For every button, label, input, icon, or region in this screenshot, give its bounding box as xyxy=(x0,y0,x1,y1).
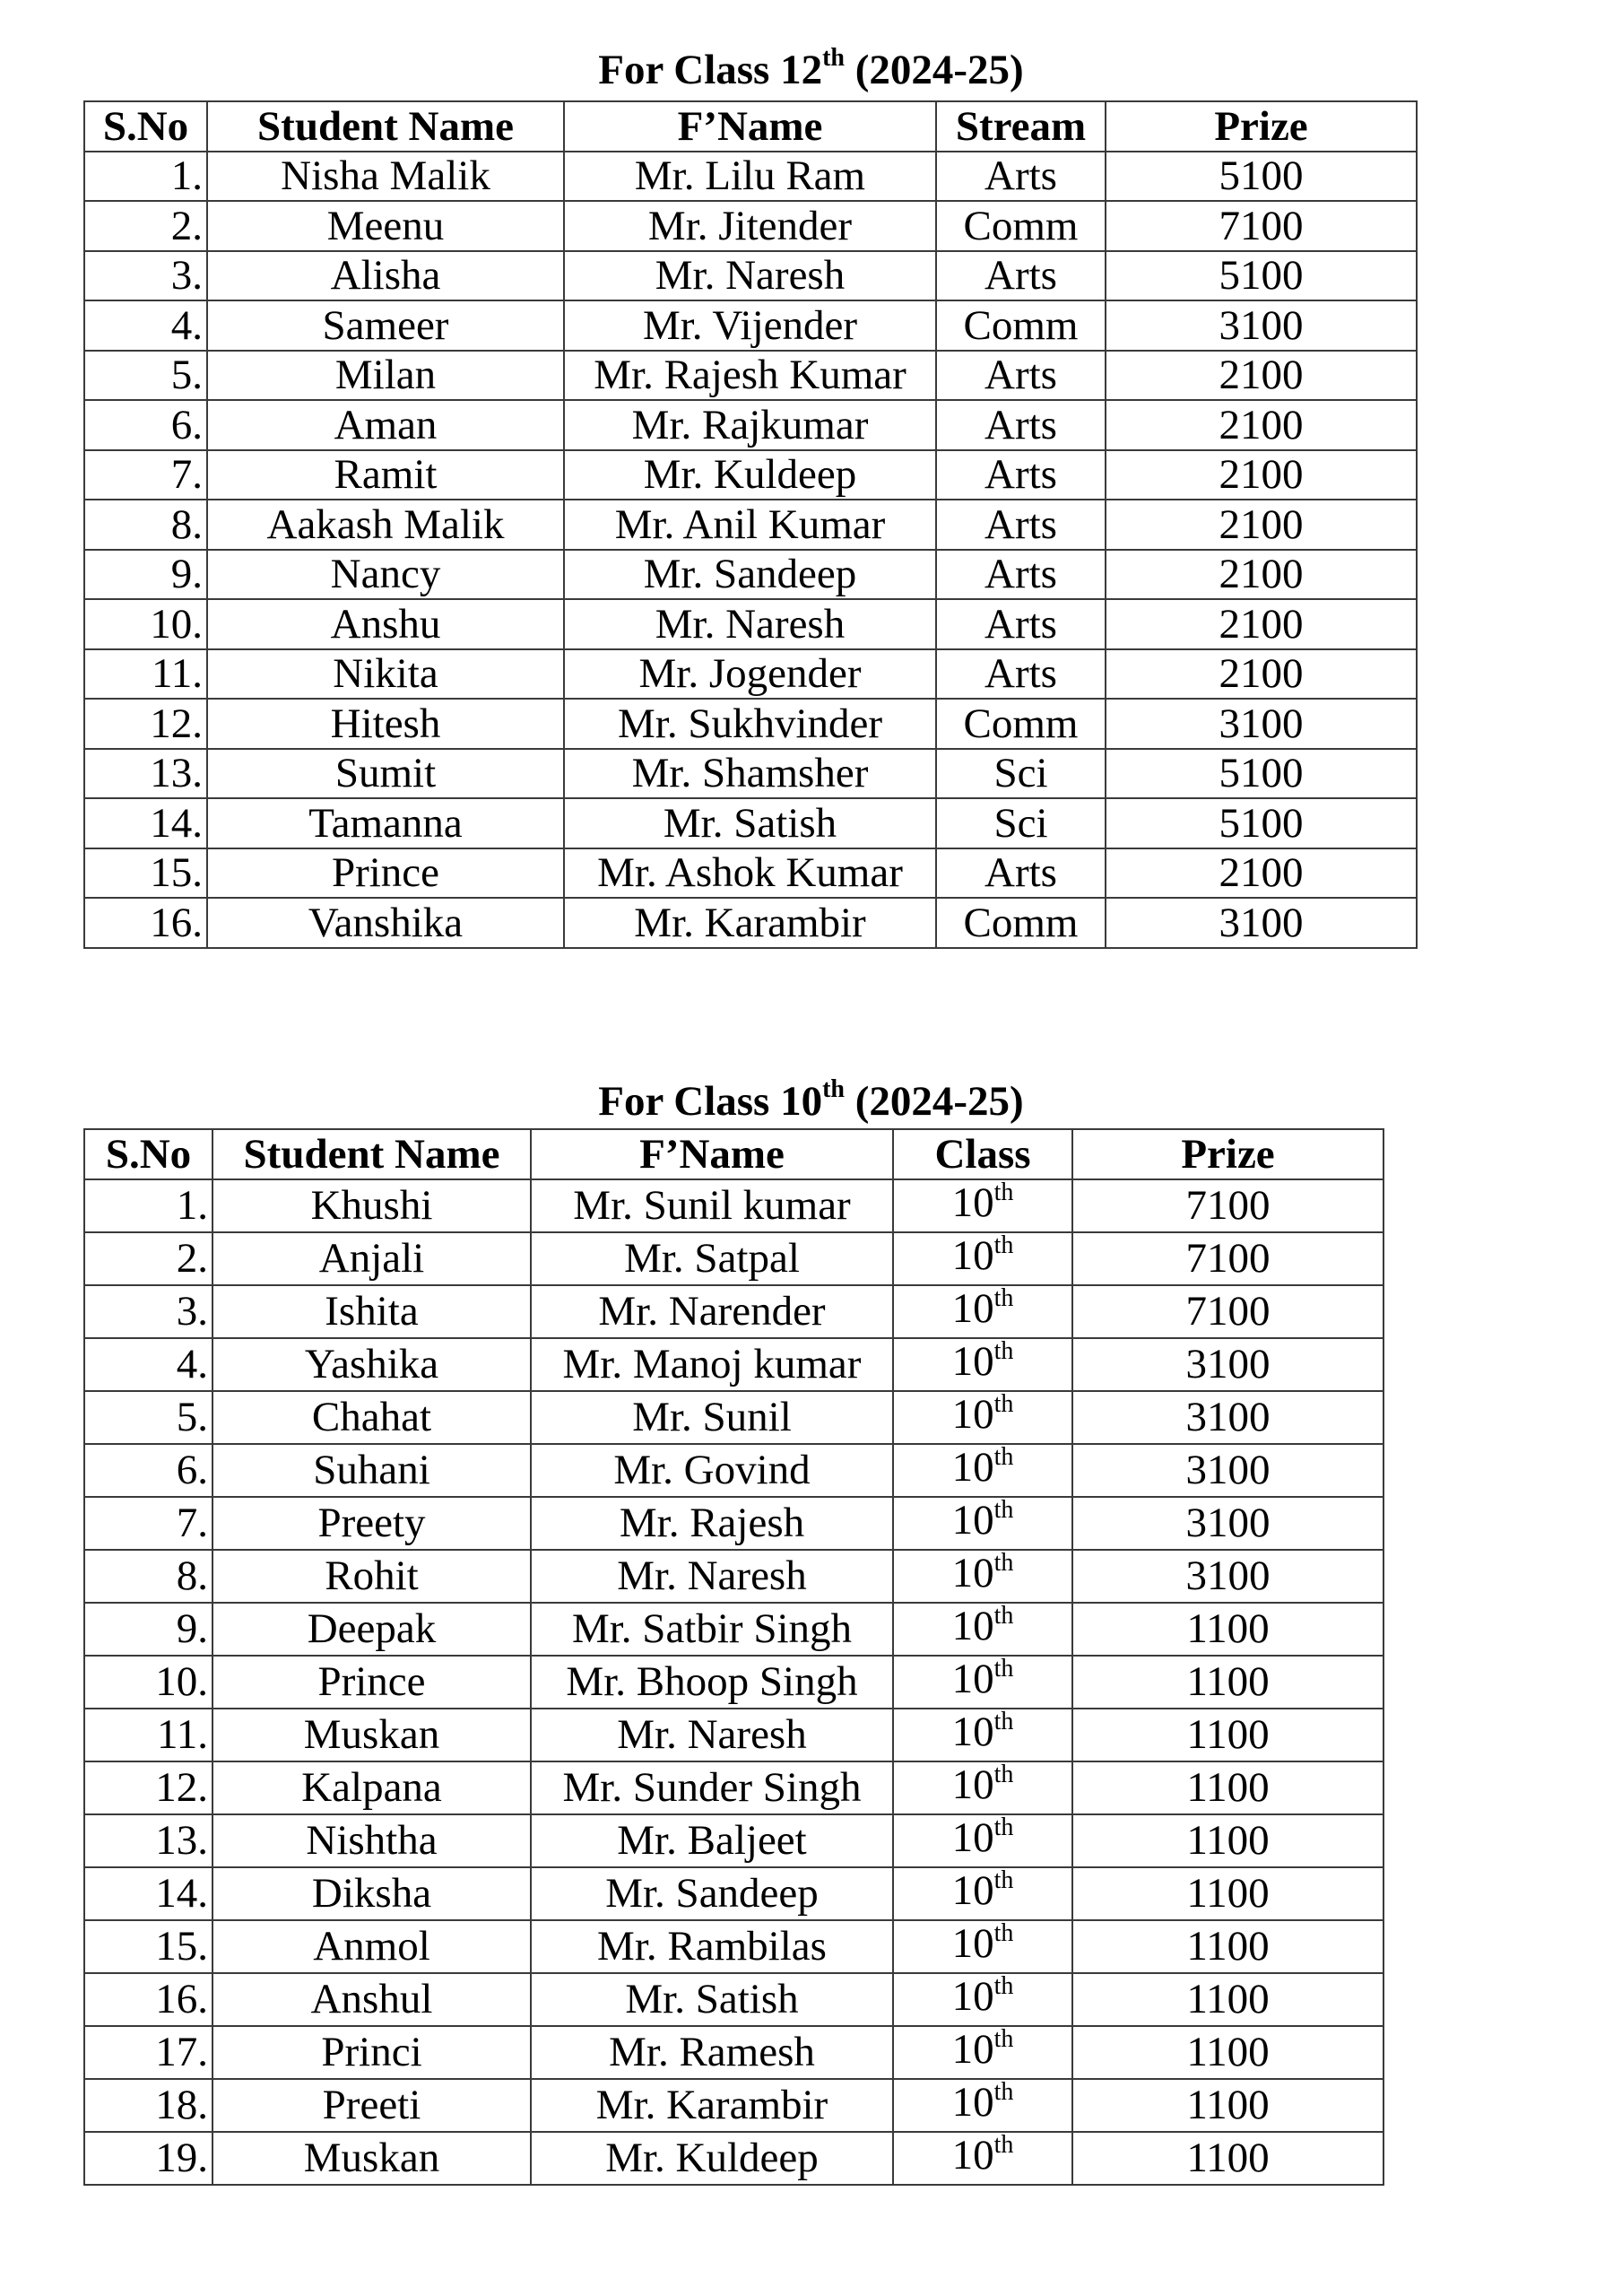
table-row xyxy=(84,898,1417,948)
cell-student-name: Nikita xyxy=(207,649,564,700)
class-superscript: th xyxy=(993,1284,1014,1312)
title-text: For Class 12 xyxy=(598,47,823,93)
cell-father-name: Mr. Rajkumar xyxy=(564,400,936,450)
class-number: 10 xyxy=(951,1761,994,1808)
title-superscript: th xyxy=(822,1075,845,1103)
cell-student-name: Sumit xyxy=(207,749,564,799)
table-row xyxy=(84,2026,1383,2079)
cell-father-name: Mr. Sunil kumar xyxy=(531,1179,893,1232)
cell-class xyxy=(893,2132,1072,2185)
table-row xyxy=(84,848,1417,899)
class-superscript: th xyxy=(993,2078,1014,2106)
cell-student-name: Prince xyxy=(207,848,564,899)
cell-father-name: Mr. Kuldeep xyxy=(564,450,936,500)
table-row xyxy=(84,2132,1383,2185)
cell-sno: 12. xyxy=(84,699,207,749)
cell-prize: 1100 xyxy=(1072,1603,1383,1656)
table-row xyxy=(84,649,1417,700)
cell-father-name: Mr. Karambir xyxy=(531,2079,893,2132)
table-row xyxy=(84,1285,1383,1338)
cell-sno: 11. xyxy=(84,1709,213,1761)
cell-prize: 1100 xyxy=(1072,1656,1383,1709)
cell-father-name: Mr. Manoj kumar xyxy=(531,1338,893,1391)
cell-prize: 3100 xyxy=(1072,1550,1383,1603)
cell-father-name: Mr. Baljeet xyxy=(531,1814,893,1867)
cell-sno: 1. xyxy=(84,152,207,202)
cell-sno: 9. xyxy=(84,1603,213,1656)
cell-student-name: Deepak xyxy=(213,1603,531,1656)
cell-student-name: Muskan xyxy=(213,2132,531,2185)
cell-father-name: Mr. Satbir Singh xyxy=(531,1603,893,1656)
class-number: 10 xyxy=(951,1496,994,1544)
class-superscript: th xyxy=(993,1443,1014,1471)
table-row xyxy=(84,152,1417,202)
class-superscript: th xyxy=(993,1178,1014,1206)
cell-father-name: Mr. Rambilas xyxy=(531,1920,893,1973)
table-row xyxy=(84,749,1417,799)
cell-class xyxy=(893,1232,1072,1285)
cell-sno: 19. xyxy=(84,2132,213,2185)
cell-sno: 6. xyxy=(84,400,207,450)
header-prize: Prize xyxy=(1072,1129,1383,1179)
cell-stream: Arts xyxy=(936,450,1106,500)
header-sno: S.No xyxy=(84,1129,213,1179)
cell-father-name: Mr. Lilu Ram xyxy=(564,152,936,202)
cell-father-name: Mr. Sunil xyxy=(531,1391,893,1444)
table-row xyxy=(84,251,1417,301)
class-number: 10 xyxy=(951,1813,994,1861)
class-number: 10 xyxy=(951,1708,994,1755)
title-text: For Class 10 xyxy=(598,1078,823,1125)
cell-father-name: Mr. Jitender xyxy=(564,201,936,251)
cell-father-name: Mr. Satish xyxy=(531,1973,893,2026)
cell-stream: Arts xyxy=(936,400,1106,450)
cell-prize: 1100 xyxy=(1072,1973,1383,2026)
cell-father-name: Mr. Vijender xyxy=(564,300,936,351)
cell-student-name: Anshul xyxy=(213,1973,531,2026)
cell-student-name: Preeti xyxy=(213,2079,531,2132)
class-number: 10 xyxy=(951,1972,994,2020)
header-father-name: F’Name xyxy=(564,101,936,152)
cell-father-name: Mr. Anil Kumar xyxy=(564,500,936,550)
class-superscript: th xyxy=(993,1496,1014,1524)
cell-sno: 9. xyxy=(84,550,207,600)
table-row xyxy=(84,1761,1383,1814)
class-12-title xyxy=(0,45,1622,101)
table-row xyxy=(84,500,1417,550)
table-row xyxy=(84,1179,1383,1232)
cell-class xyxy=(893,1391,1072,1444)
header-father-name: F’Name xyxy=(531,1129,893,1179)
table-row xyxy=(84,1232,1383,1285)
cell-prize: 5100 xyxy=(1106,749,1417,799)
class-superscript: th xyxy=(993,1337,1014,1365)
cell-class xyxy=(893,2079,1072,2132)
cell-sno: 13. xyxy=(84,749,207,799)
cell-student-name: Rohit xyxy=(213,1550,531,1603)
cell-father-name: Mr. Satpal xyxy=(531,1232,893,1285)
table-row xyxy=(84,1338,1383,1391)
cell-sno: 2. xyxy=(84,1232,213,1285)
cell-student-name: Alisha xyxy=(207,251,564,301)
cell-class xyxy=(893,1709,1072,1761)
cell-stream: Arts xyxy=(936,251,1106,301)
cell-class xyxy=(893,1285,1072,1338)
class-number: 10 xyxy=(951,1178,994,1226)
cell-sno: 10. xyxy=(84,1656,213,1709)
cell-sno: 8. xyxy=(84,500,207,550)
cell-student-name: Milan xyxy=(207,351,564,401)
class-number: 10 xyxy=(951,2131,994,2179)
class-10-prize-table xyxy=(83,1128,1384,2186)
cell-sno: 3. xyxy=(84,251,207,301)
cell-prize: 3100 xyxy=(1106,300,1417,351)
header-sno: S.No xyxy=(84,101,207,152)
class-number: 10 xyxy=(951,1390,994,1438)
class-10-title xyxy=(0,1076,1622,1133)
table-row xyxy=(84,699,1417,749)
cell-stream: Arts xyxy=(936,550,1106,600)
cell-class xyxy=(893,1179,1072,1232)
cell-father-name: Mr. Ramesh xyxy=(531,2026,893,2079)
class-number: 10 xyxy=(951,2078,994,2126)
cell-student-name: Sameer xyxy=(207,300,564,351)
title-year: (2024-25) xyxy=(845,1078,1024,1125)
cell-prize: 2100 xyxy=(1106,599,1417,649)
cell-father-name: Mr. Sandeep xyxy=(564,550,936,600)
cell-sno: 15. xyxy=(84,848,207,899)
cell-student-name: Preety xyxy=(213,1497,531,1550)
header-student-name: Student Name xyxy=(207,101,564,152)
cell-stream: Comm xyxy=(936,300,1106,351)
cell-prize: 2100 xyxy=(1106,500,1417,550)
cell-stream: Arts xyxy=(936,152,1106,202)
class-number: 10 xyxy=(951,1602,994,1649)
cell-sno: 7. xyxy=(84,450,207,500)
cell-stream: Arts xyxy=(936,351,1106,401)
cell-class xyxy=(893,1338,1072,1391)
class-number: 10 xyxy=(951,1284,994,1332)
cell-sno: 2. xyxy=(84,201,207,251)
table-row xyxy=(84,1867,1383,1920)
class-superscript: th xyxy=(993,1919,1014,1947)
title-superscript: th xyxy=(822,44,845,72)
cell-student-name: Aman xyxy=(207,400,564,450)
cell-student-name: Princi xyxy=(213,2026,531,2079)
cell-prize: 2100 xyxy=(1106,450,1417,500)
table-row xyxy=(84,450,1417,500)
title-year: (2024-25) xyxy=(845,47,1024,93)
cell-father-name: Mr. Naresh xyxy=(564,251,936,301)
cell-father-name: Mr. Narender xyxy=(531,1285,893,1338)
cell-father-name: Mr. Bhoop Singh xyxy=(531,1656,893,1709)
class-12-prize-table xyxy=(83,100,1418,949)
class-number: 10 xyxy=(951,2025,994,2073)
cell-prize: 1100 xyxy=(1072,2026,1383,2079)
table-row xyxy=(84,1550,1383,1603)
class-superscript: th xyxy=(993,2025,1014,2053)
cell-father-name: Mr. Naresh xyxy=(564,599,936,649)
table-row xyxy=(84,1391,1383,1444)
cell-sno: 10. xyxy=(84,599,207,649)
class-superscript: th xyxy=(993,1866,1014,1894)
cell-prize: 3100 xyxy=(1072,1497,1383,1550)
cell-prize: 5100 xyxy=(1106,798,1417,848)
cell-father-name: Mr. Govind xyxy=(531,1444,893,1497)
cell-sno: 16. xyxy=(84,898,207,948)
cell-student-name: Aakash Malik xyxy=(207,500,564,550)
cell-student-name: Muskan xyxy=(213,1709,531,1761)
class-superscript: th xyxy=(993,1655,1014,1683)
cell-father-name: Mr. Karambir xyxy=(564,898,936,948)
cell-prize: 1100 xyxy=(1072,1867,1383,1920)
cell-prize: 1100 xyxy=(1072,2079,1383,2132)
cell-class xyxy=(893,1444,1072,1497)
table-row xyxy=(84,351,1417,401)
cell-sno: 12. xyxy=(84,1761,213,1814)
cell-sno: 5. xyxy=(84,351,207,401)
cell-student-name: Ramit xyxy=(207,450,564,500)
class-number: 10 xyxy=(951,1231,994,1279)
cell-sno: 17. xyxy=(84,2026,213,2079)
class-superscript: th xyxy=(993,1549,1014,1577)
class-superscript: th xyxy=(993,1231,1014,1259)
class-superscript: th xyxy=(993,1708,1014,1735)
class-number: 10 xyxy=(951,1919,994,1967)
cell-student-name: Kalpana xyxy=(213,1761,531,1814)
table-row xyxy=(84,1920,1383,1973)
cell-prize: 1100 xyxy=(1072,1920,1383,1973)
cell-prize: 2100 xyxy=(1106,649,1417,700)
cell-prize: 2100 xyxy=(1106,848,1417,899)
cell-student-name: Nancy xyxy=(207,550,564,600)
cell-prize: 7100 xyxy=(1106,201,1417,251)
cell-class xyxy=(893,1761,1072,1814)
cell-prize: 5100 xyxy=(1106,152,1417,202)
cell-father-name: Mr. Naresh xyxy=(531,1550,893,1603)
cell-class xyxy=(893,1603,1072,1656)
cell-prize: 3100 xyxy=(1106,699,1417,749)
cell-student-name: Suhani xyxy=(213,1444,531,1497)
cell-sno: 8. xyxy=(84,1550,213,1603)
table-row xyxy=(84,1709,1383,1761)
cell-student-name: Chahat xyxy=(213,1391,531,1444)
cell-stream: Sci xyxy=(936,798,1106,848)
table-row xyxy=(84,599,1417,649)
cell-sno: 15. xyxy=(84,1920,213,1973)
table-row xyxy=(84,300,1417,351)
class-number: 10 xyxy=(951,1443,994,1491)
table-header-row xyxy=(84,101,1417,152)
cell-sno: 7. xyxy=(84,1497,213,1550)
cell-class xyxy=(893,1497,1072,1550)
cell-stream: Arts xyxy=(936,500,1106,550)
cell-prize: 3100 xyxy=(1072,1338,1383,1391)
cell-class xyxy=(893,1920,1072,1973)
cell-prize: 1100 xyxy=(1072,1814,1383,1867)
class-superscript: th xyxy=(993,1813,1014,1841)
cell-stream: Comm xyxy=(936,898,1106,948)
cell-stream: Comm xyxy=(936,201,1106,251)
table-row xyxy=(84,400,1417,450)
class-superscript: th xyxy=(993,1972,1014,2000)
cell-prize: 7100 xyxy=(1072,1232,1383,1285)
cell-stream: Arts xyxy=(936,599,1106,649)
cell-father-name: Mr. Rajesh xyxy=(531,1497,893,1550)
cell-class xyxy=(893,1973,1072,2026)
cell-student-name: Ishita xyxy=(213,1285,531,1338)
class-number: 10 xyxy=(951,1866,994,1914)
table-header-row xyxy=(84,1129,1383,1179)
cell-student-name: Prince xyxy=(213,1656,531,1709)
cell-prize: 2100 xyxy=(1106,351,1417,401)
cell-sno: 14. xyxy=(84,1867,213,1920)
cell-student-name: Nishtha xyxy=(213,1814,531,1867)
cell-prize: 2100 xyxy=(1106,550,1417,600)
class-number: 10 xyxy=(951,1549,994,1596)
cell-stream: Sci xyxy=(936,749,1106,799)
cell-father-name: Mr. Sunder Singh xyxy=(531,1761,893,1814)
cell-student-name: Tamanna xyxy=(207,798,564,848)
cell-sno: 14. xyxy=(84,798,207,848)
cell-class xyxy=(893,1814,1072,1867)
cell-father-name: Mr. Shamsher xyxy=(564,749,936,799)
table-row xyxy=(84,1444,1383,1497)
cell-sno: 1. xyxy=(84,1179,213,1232)
cell-student-name: Yashika xyxy=(213,1338,531,1391)
cell-student-name: Meenu xyxy=(207,201,564,251)
cell-prize: 1100 xyxy=(1072,1761,1383,1814)
table-row xyxy=(84,1603,1383,1656)
header-class: Class xyxy=(893,1129,1072,1179)
cell-student-name: Diksha xyxy=(213,1867,531,1920)
cell-father-name: Mr. Jogender xyxy=(564,649,936,700)
cell-prize: 1100 xyxy=(1072,1709,1383,1761)
cell-prize: 5100 xyxy=(1106,251,1417,301)
table-row xyxy=(84,201,1417,251)
class-superscript: th xyxy=(993,2131,1014,2159)
cell-prize: 1100 xyxy=(1072,2132,1383,2185)
cell-sno: 16. xyxy=(84,1973,213,2026)
table-row xyxy=(84,1814,1383,1867)
cell-sno: 6. xyxy=(84,1444,213,1497)
cell-sno: 5. xyxy=(84,1391,213,1444)
cell-father-name: Mr. Sukhvinder xyxy=(564,699,936,749)
cell-sno: 18. xyxy=(84,2079,213,2132)
cell-stream: Arts xyxy=(936,848,1106,899)
cell-prize: 7100 xyxy=(1072,1179,1383,1232)
cell-sno: 4. xyxy=(84,300,207,351)
cell-stream: Arts xyxy=(936,649,1106,700)
cell-father-name: Mr. Satish xyxy=(564,798,936,848)
cell-father-name: Mr. Kuldeep xyxy=(531,2132,893,2185)
cell-sno: 11. xyxy=(84,649,207,700)
table-row xyxy=(84,1656,1383,1709)
cell-prize: 2100 xyxy=(1106,400,1417,450)
cell-student-name: Anshu xyxy=(207,599,564,649)
cell-class xyxy=(893,1550,1072,1603)
cell-father-name: Mr. Rajesh Kumar xyxy=(564,351,936,401)
cell-student-name: Khushi xyxy=(213,1179,531,1232)
cell-class xyxy=(893,1656,1072,1709)
cell-student-name: Nisha Malik xyxy=(207,152,564,202)
cell-father-name: Mr. Ashok Kumar xyxy=(564,848,936,899)
cell-father-name: Mr. Naresh xyxy=(531,1709,893,1761)
cell-student-name: Anjali xyxy=(213,1232,531,1285)
cell-sno: 3. xyxy=(84,1285,213,1338)
header-student-name: Student Name xyxy=(213,1129,531,1179)
table-row xyxy=(84,1973,1383,2026)
class-number: 10 xyxy=(951,1655,994,1702)
cell-class xyxy=(893,2026,1072,2079)
class-superscript: th xyxy=(993,1761,1014,1788)
table-row xyxy=(84,550,1417,600)
class-superscript: th xyxy=(993,1390,1014,1418)
cell-class xyxy=(893,1867,1072,1920)
cell-student-name: Vanshika xyxy=(207,898,564,948)
cell-stream: Comm xyxy=(936,699,1106,749)
header-stream: Stream xyxy=(936,101,1106,152)
cell-student-name: Hitesh xyxy=(207,699,564,749)
cell-sno: 4. xyxy=(84,1338,213,1391)
cell-prize: 7100 xyxy=(1072,1285,1383,1338)
header-prize: Prize xyxy=(1106,101,1417,152)
class-number: 10 xyxy=(951,1337,994,1385)
table-row xyxy=(84,798,1417,848)
cell-father-name: Mr. Sandeep xyxy=(531,1867,893,1920)
cell-sno: 13. xyxy=(84,1814,213,1867)
cell-prize: 3100 xyxy=(1072,1391,1383,1444)
cell-student-name: Anmol xyxy=(213,1920,531,1973)
cell-prize: 3100 xyxy=(1072,1444,1383,1497)
class-superscript: th xyxy=(993,1602,1014,1630)
table-row xyxy=(84,1497,1383,1550)
cell-prize: 3100 xyxy=(1106,898,1417,948)
table-row xyxy=(84,2079,1383,2132)
